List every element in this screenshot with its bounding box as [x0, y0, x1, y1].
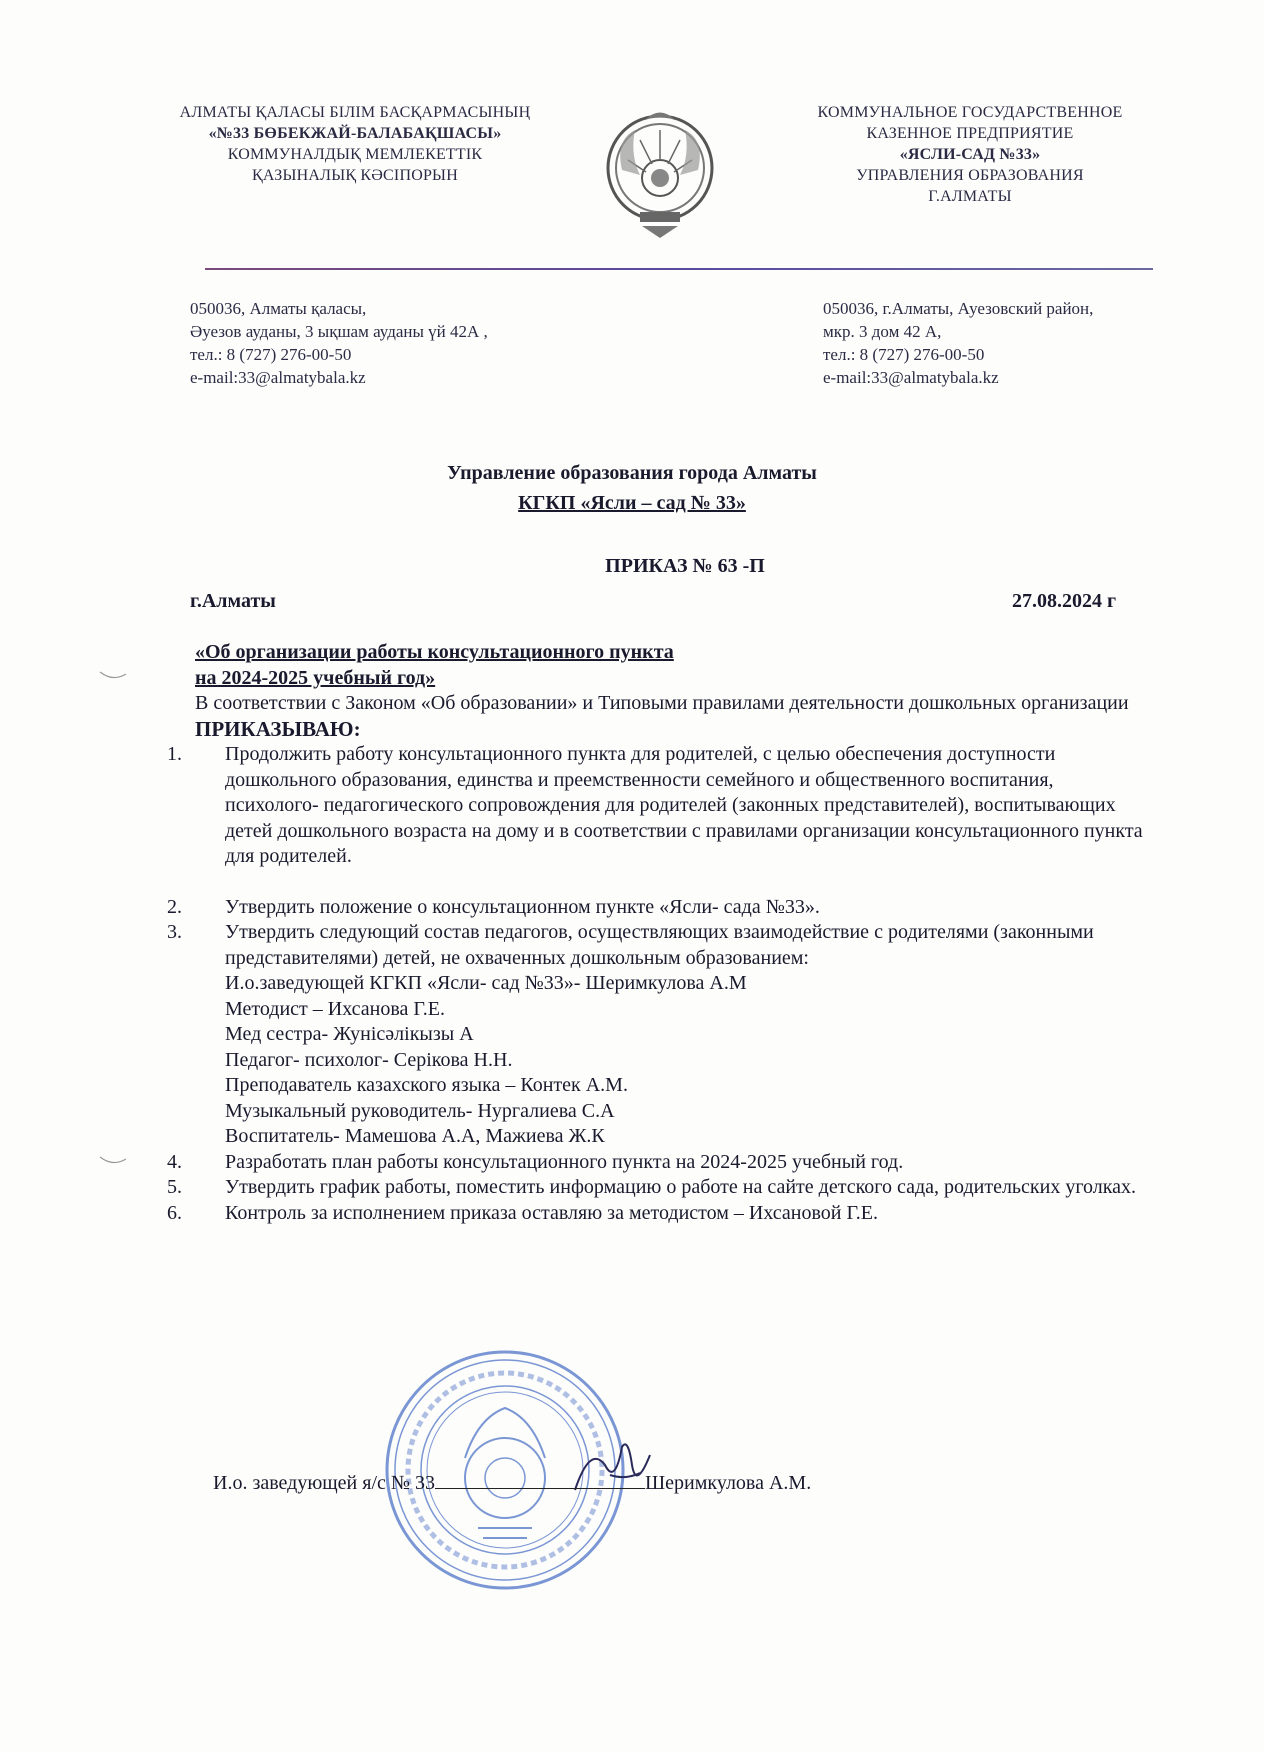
- staff-member: Музыкальный руководитель- Нургалиева С.А: [225, 1099, 615, 1122]
- subject-line1: «Об организации работы консультационного пункта: [195, 641, 674, 663]
- staff-member: Преподаватель казахского языка – Контек А.М.: [225, 1074, 628, 1096]
- address-right-email: e-mail:33@almatybala.kz: [823, 368, 999, 387]
- address-left-phone: тел.: 8 (727) 276-00-50: [190, 345, 352, 364]
- address-right-line1: 050036, г.Алматы, Ауезовский район,: [823, 299, 1094, 318]
- item-text: Контроль за исполнением приказа оставляю за методистом – Ихсановой Г.Е.: [225, 1201, 878, 1224]
- item-text: Утвердить следующий состав педагогов, осуществляющих взаимодействие с родителями (законными представителями) детей, не охваченных дошкольным образованием:: [225, 921, 1094, 969]
- org-title-block: [0, 458, 1264, 518]
- header-left-line2: «№33 БӨБЕКЖАЙ-БАЛАБАҚШАСЫ»: [208, 125, 502, 142]
- prikazyvayu-heading: ПРИКАЗЫВАЮ:: [195, 716, 361, 741]
- signature-line: [435, 1470, 645, 1489]
- signatory-role: И.о. заведующей я/с № 33: [213, 1472, 435, 1494]
- header-left-line4: ҚАЗЫНАЛЫҚ КӘСІПОРЫН: [252, 167, 458, 184]
- signature-row: [213, 1470, 1013, 1496]
- item-text: Утвердить положение о консультационном пункте «Ясли- сада №33».: [225, 895, 820, 918]
- order-item: [167, 1175, 1147, 1201]
- item-number: 6.: [167, 1201, 182, 1224]
- staff-list: [225, 971, 1147, 1150]
- item-text: Утвердить график работы, поместить информацию о работе на сайте детского сада, родительских уголках.: [225, 1176, 1137, 1198]
- order-number: ПРИКАЗ № 63 -П: [605, 555, 765, 577]
- org-subtitle: КГКП «Ясли – сад № 33»: [518, 492, 746, 514]
- order-item: [167, 920, 1147, 1150]
- item-number: 4.: [167, 1150, 182, 1173]
- address-left: [190, 297, 670, 389]
- address-right-phone: тел.: 8 (727) 276-00-50: [823, 345, 985, 364]
- address-left-line1: 050036, Алматы қаласы,: [190, 299, 367, 318]
- staff-member: И.о.заведующей КГКП «Ясли- сад №33»- Шеримкулова А.М: [225, 972, 747, 994]
- address-right-line2: мкр. 3 дом 42 А,: [823, 322, 942, 341]
- header-left-block: [120, 102, 590, 186]
- staff-member: Мед сестра- Жунісәлікызы А: [225, 1023, 474, 1045]
- spacer: [167, 870, 1147, 895]
- order-item: [167, 1150, 1147, 1176]
- header-right-line5: Г.АЛМАТЫ: [928, 188, 1012, 205]
- address-right: [823, 297, 1243, 389]
- address-left-line2: Әуезов ауданы, 3 ықшам ауданы үй 42А ,: [190, 322, 488, 341]
- order-item: [167, 742, 1147, 870]
- order-item: [167, 895, 1147, 921]
- header-left-line3: КОММУНАЛДЫҚ МЕМЛЕКЕТТІК: [227, 146, 483, 163]
- kazakhstan-emblem-icon: [600, 100, 720, 240]
- staff-member: Методист – Ихсанова Г.Е.: [225, 997, 445, 1020]
- punch-hole-mark: [98, 668, 128, 682]
- header-left-line1: АЛМАТЫ ҚАЛАСЫ БІЛІМ БАСҚАРМАСЫНЫҢ: [179, 104, 531, 121]
- signatory-name: Шеримкулова А.М.: [644, 1472, 812, 1494]
- item-number: 5.: [167, 1176, 182, 1198]
- item-number: 1.: [167, 743, 182, 765]
- address-left-email: e-mail:33@almatybala.kz: [190, 368, 366, 387]
- order-date: 27.08.2024 г: [1012, 590, 1117, 612]
- staff-member: Воспитатель- Мамешова А.А, Мажиева Ж.К: [225, 1125, 605, 1147]
- header-right-line3: «ЯСЛИ-САД №33»: [899, 146, 1041, 163]
- item-text: Разработать план работы консультационного пункта на 2024-2025 учебный год.: [225, 1150, 904, 1173]
- order-city: г.Алматы: [190, 590, 276, 612]
- header-divider: [205, 268, 1153, 270]
- item-text: Продолжить работу консультационного пункта для родителей, с целью обеспечения доступности дошкольного образования, единства и преемственности семейного и общественного воспитания, психолого- педагогического сопровождения для родителей (законных представителей), воспитывающих детей дошкольного возраста на дому и в соответствии с правилами организации консультационного пункта для родителей.: [225, 743, 1143, 867]
- header-right-block: [770, 102, 1170, 207]
- header-right-line1: КОММУНАЛЬНОЕ ГОСУДАРСТВЕННОЕ: [817, 104, 1123, 121]
- item-number: 3.: [167, 921, 182, 943]
- order-body: [167, 640, 1155, 1226]
- order-item: [167, 1201, 1147, 1227]
- preamble: В соответствии с Законом «Об образовании» и Типовыми правилами деятельности дошкольных организации: [195, 692, 1129, 714]
- org-title: Управление образования города Алматы: [447, 462, 817, 484]
- header-right-line4: УПРАВЛЕНИЯ ОБРАЗОВАНИЯ: [856, 167, 1084, 184]
- staff-member: Педагог- психолог- Серікова Н.Н.: [225, 1048, 513, 1071]
- item-number: 2.: [167, 895, 182, 918]
- subject-line2: на 2024-2025 учебный год»: [195, 666, 436, 689]
- header-right-line2: КАЗЕННОЕ ПРЕДПРИЯТИЕ: [866, 125, 1074, 142]
- order-items: [167, 742, 1147, 1226]
- punch-hole-mark: [98, 1153, 128, 1167]
